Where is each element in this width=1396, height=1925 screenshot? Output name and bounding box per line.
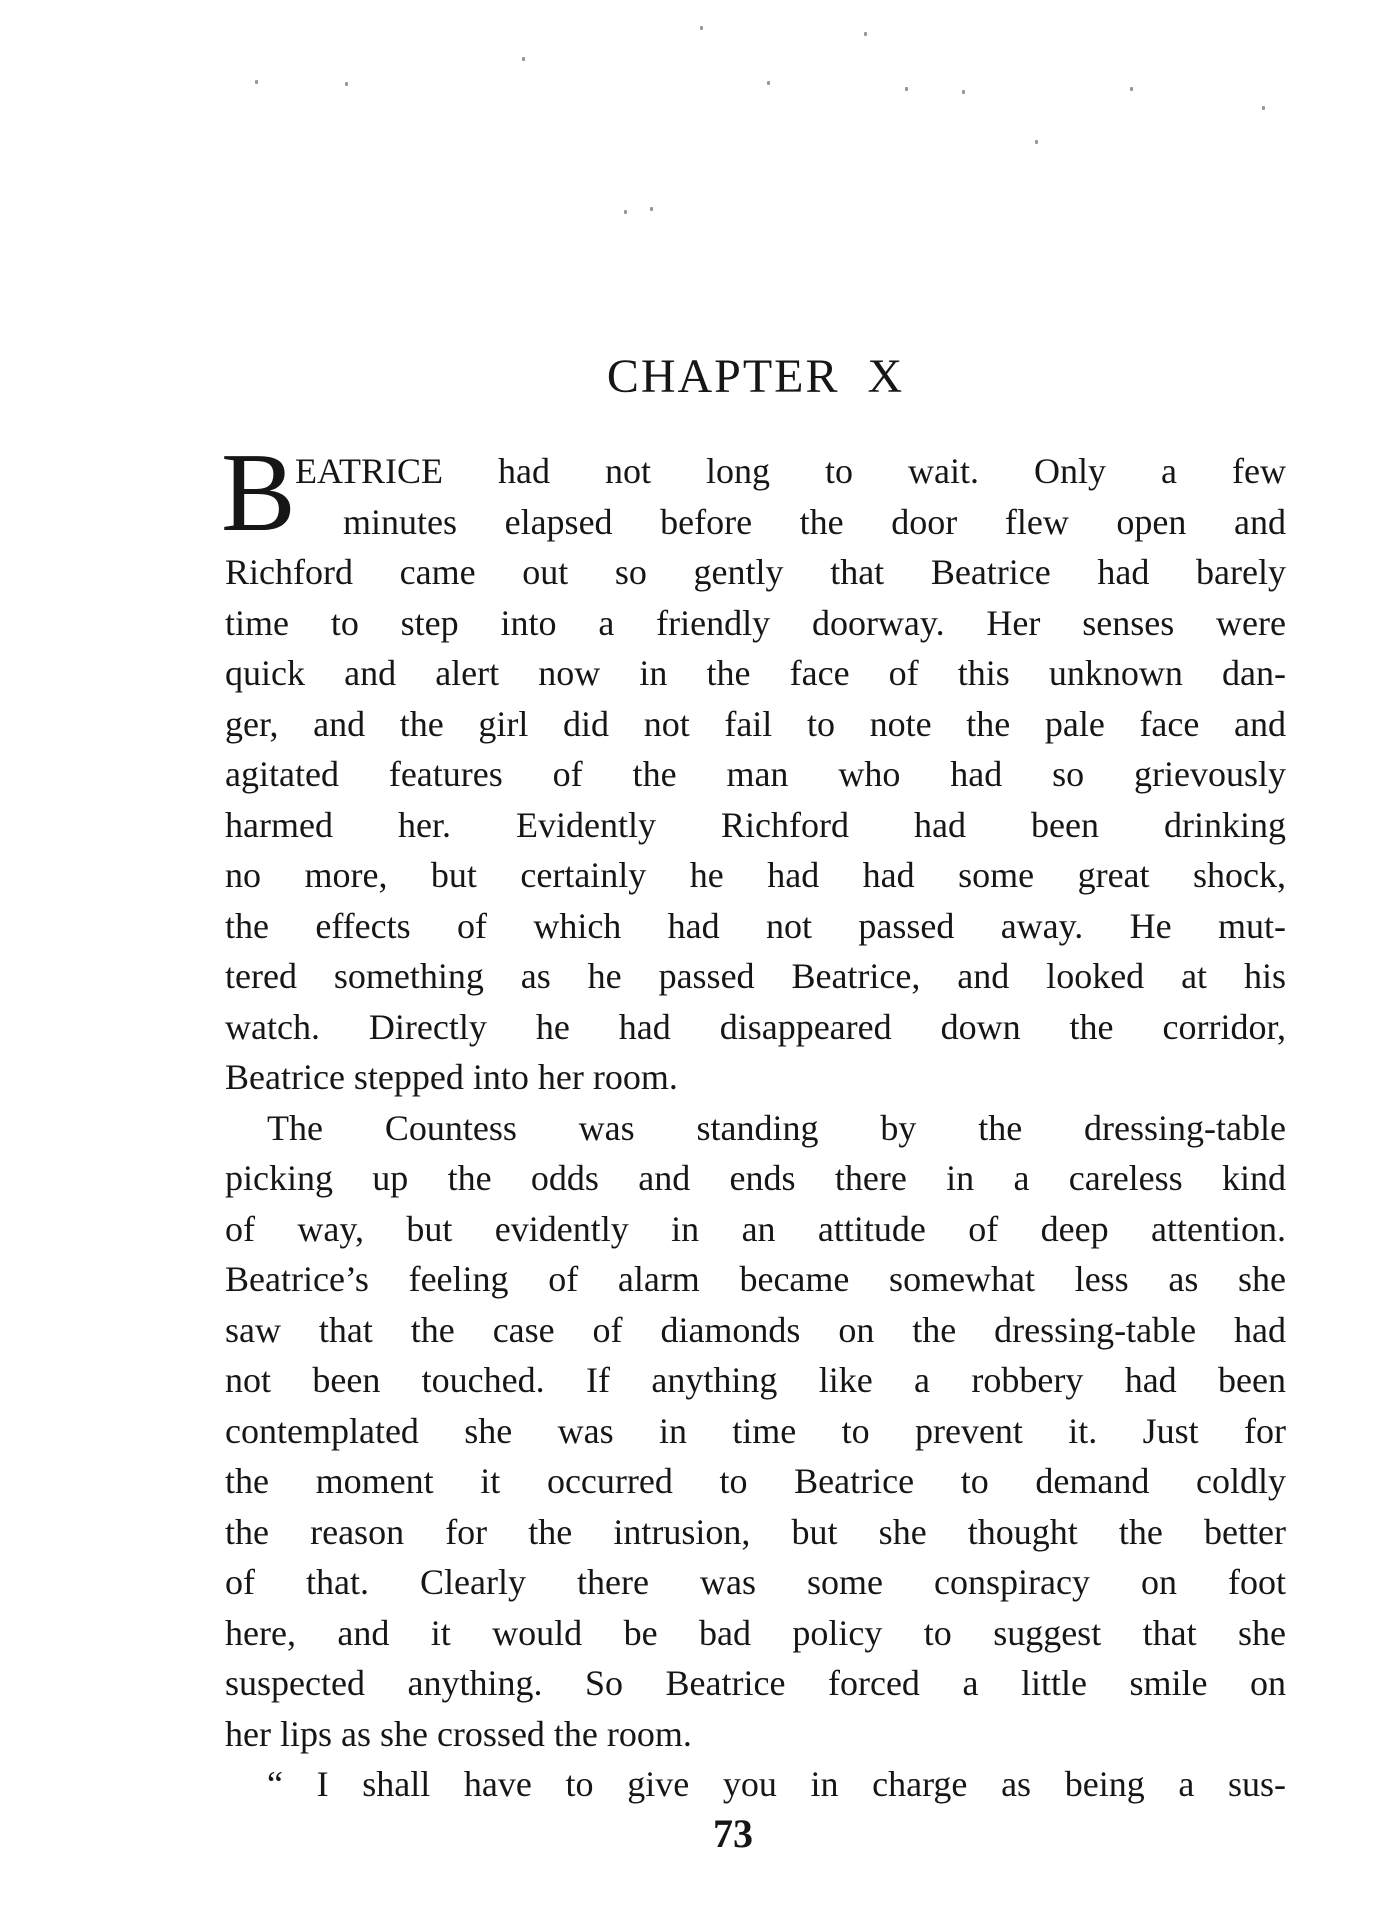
text-line: EATRICE had not long to wait. Only a few [295,451,1286,491]
scan-speck [1262,106,1265,110]
scan-speck [255,80,258,84]
text-line: contemplated she was in time to prevent it. Just for [225,1410,1286,1451]
text-line: the effects of which had not passed away. He mut- [225,905,1286,946]
text-line: picking up the odds and ends there in a careless kind [225,1158,1286,1198]
text-line: tered something as he passed Beatrice, and looked at his [225,956,1286,996]
text-line: The Countess was standing by the dressing-table [267,1107,1286,1148]
text-line: suspected anything. So Beatrice forced a little smile on [225,1663,1286,1703]
scan-speck [962,90,965,94]
scan-speck [624,210,627,214]
scan-speck [864,32,867,36]
text-line: of that. Clearly there was some conspiracy on foot [225,1562,1286,1602]
text-line: saw that the case of diamonds on the dressing-table had [225,1309,1286,1350]
text-line: the moment it occurred to Beatrice to demand coldly [225,1461,1286,1501]
text-line: minutes elapsed before the door flew open and [343,501,1286,542]
scan-speck [1035,140,1038,144]
chapter-heading: CHAPTER X [606,350,905,403]
text-line: here, and it would be bad policy to suggest that she [225,1612,1286,1653]
text-line: no more, but certainly he had had some great shock, [225,855,1286,895]
drop-cap-letter: B [221,431,296,555]
scan-speck [905,87,908,91]
text-line: time to step into a friendly doorway. Her senses were [225,602,1286,643]
text-line: agitated features of the man who had so grievously [225,754,1286,794]
scan-speck [345,82,348,86]
text-line: “ I shall have to give you in charge as being a sus- [267,1764,1286,1804]
scan-speck [700,26,703,30]
text-line: not been touched. If anything like a robbery had been [225,1360,1286,1400]
text-line: Beatrice’s feeling of alarm became somewhat less as she [225,1259,1286,1299]
text-line: her lips as she crossed the room. [225,1713,692,1754]
text-line: harmed her. Evidently Richford had been drinking [225,804,1286,845]
text-line: Beatrice stepped into her room. [225,1057,678,1097]
text-line: of way, but evidently in an attitude of deep attention. [225,1208,1286,1249]
scan-speck [522,57,525,61]
scan-speck [650,207,653,211]
body-lines [225,446,1286,1810]
page-number: 73 [713,1811,753,1856]
text-line: Richford came out so gently that Beatrice had barely [225,552,1286,592]
scan-speck [767,81,770,85]
scan-speck [1130,87,1133,91]
text-line: watch. Directly he had disappeared down the corridor, [225,1006,1286,1047]
text-line: quick and alert now in the face of this unknown dan- [225,653,1286,693]
text-line: the reason for the intrusion, but she thought the better [225,1511,1286,1552]
text-line: ger, and the girl did not fail to note the pale face and [225,703,1286,744]
